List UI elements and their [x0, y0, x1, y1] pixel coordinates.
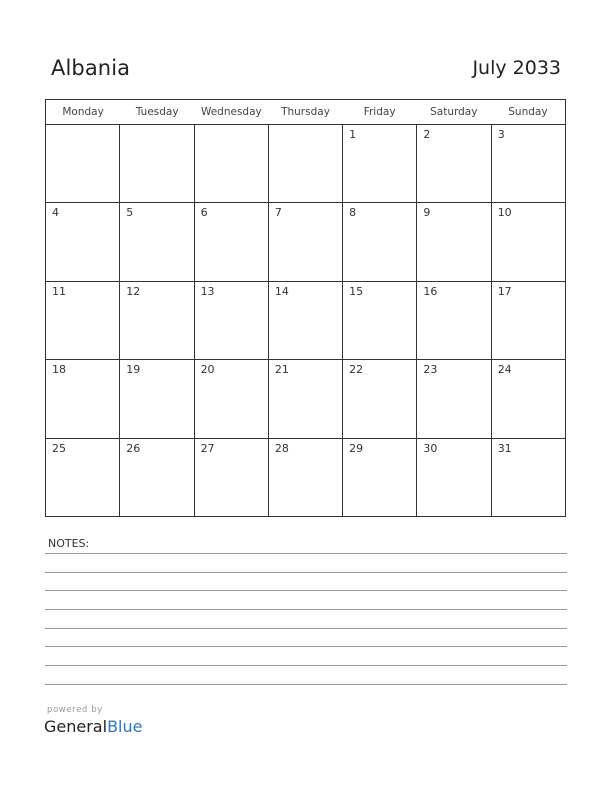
day-cell — [120, 125, 194, 202]
day-cell — [120, 282, 194, 359]
day-cell — [343, 203, 417, 280]
powered-by-text: powered by — [47, 705, 103, 715]
week-row — [46, 360, 565, 438]
day-cell — [195, 282, 269, 359]
weekday-wednesday: Wednesday — [200, 106, 262, 118]
day-cell — [343, 360, 417, 437]
weekday-tuesday: Tuesday — [135, 106, 179, 118]
day-cell — [46, 282, 120, 359]
day-cell — [120, 439, 194, 516]
note-line — [45, 553, 567, 554]
month-year-title: July 2033 — [472, 57, 561, 79]
day-number: 31 — [497, 441, 512, 455]
day-cell — [492, 125, 565, 202]
calendar-grid — [45, 99, 566, 517]
day-number: 21 — [274, 363, 289, 377]
day-number: 29 — [349, 441, 364, 455]
day-number: 20 — [200, 363, 215, 377]
day-number: 12 — [126, 284, 141, 298]
day-number: 10 — [497, 206, 512, 220]
day-number: 5 — [126, 206, 134, 220]
note-line — [45, 665, 567, 666]
notes-label: NOTES: — [48, 537, 90, 550]
day-number: 2 — [423, 128, 431, 141]
weekday-thursday: Thursday — [281, 106, 330, 118]
day-cell — [46, 125, 120, 202]
note-line — [45, 609, 567, 610]
day-cell — [120, 360, 194, 437]
generalblue-logo — [44, 717, 142, 736]
day-number: 27 — [200, 441, 215, 455]
day-cell — [269, 360, 343, 437]
day-cell — [195, 439, 269, 516]
day-cell — [46, 439, 120, 516]
day-number: 19 — [126, 363, 141, 377]
day-cell — [492, 360, 565, 437]
day-cell — [269, 282, 343, 359]
week-row — [46, 439, 565, 516]
country-title: Albania — [51, 56, 131, 80]
day-cell — [417, 439, 491, 516]
day-number: 14 — [274, 284, 289, 298]
day-cell — [343, 439, 417, 516]
note-line — [45, 684, 567, 685]
day-cell — [417, 282, 491, 359]
day-number: 8 — [349, 206, 357, 220]
day-number: 17 — [497, 284, 512, 298]
day-number: 23 — [423, 363, 438, 377]
day-cell — [46, 360, 120, 437]
note-line — [45, 572, 567, 573]
day-number: 28 — [274, 441, 289, 455]
brand-general-text: General — [44, 717, 108, 736]
day-cell — [269, 125, 343, 202]
day-number: 25 — [52, 441, 66, 455]
day-number: 18 — [52, 363, 66, 377]
day-cell — [492, 282, 565, 359]
day-number: 9 — [423, 206, 431, 220]
day-cell — [492, 439, 565, 516]
weekday-saturday: Saturday — [430, 106, 478, 118]
day-number: 6 — [200, 206, 208, 220]
day-number: 26 — [126, 441, 141, 455]
day-cell — [417, 360, 491, 437]
weekday-friday: Friday — [363, 106, 396, 118]
week-row — [46, 125, 565, 203]
day-number: 30 — [423, 441, 438, 455]
day-number: 13 — [200, 284, 215, 298]
note-line — [45, 628, 567, 629]
day-cell — [195, 203, 269, 280]
day-number: 24 — [497, 363, 512, 377]
weekday-monday: Monday — [62, 106, 104, 118]
day-cell — [269, 203, 343, 280]
day-number: 3 — [497, 128, 505, 141]
weekday-header-row — [46, 100, 565, 125]
day-cell — [343, 282, 417, 359]
day-number: 7 — [274, 206, 282, 220]
day-cell — [269, 439, 343, 516]
day-cell — [46, 203, 120, 280]
day-number: 22 — [349, 363, 364, 377]
day-cell — [343, 125, 417, 202]
day-number: 15 — [349, 284, 364, 298]
day-cell — [417, 125, 491, 202]
brand-blue-text: Blue — [107, 717, 143, 736]
week-row — [46, 282, 565, 360]
note-line — [45, 646, 567, 647]
week-row — [46, 203, 565, 281]
weekday-sunday: Sunday — [508, 106, 548, 118]
day-number: 4 — [52, 206, 59, 220]
day-number: 16 — [423, 284, 438, 298]
day-cell — [195, 360, 269, 437]
day-cell — [417, 203, 491, 280]
note-line — [45, 590, 567, 591]
day-number: 1 — [349, 128, 357, 141]
day-cell — [492, 203, 565, 280]
day-cell — [120, 203, 194, 280]
day-cell — [195, 125, 269, 202]
day-number: 11 — [52, 284, 66, 298]
